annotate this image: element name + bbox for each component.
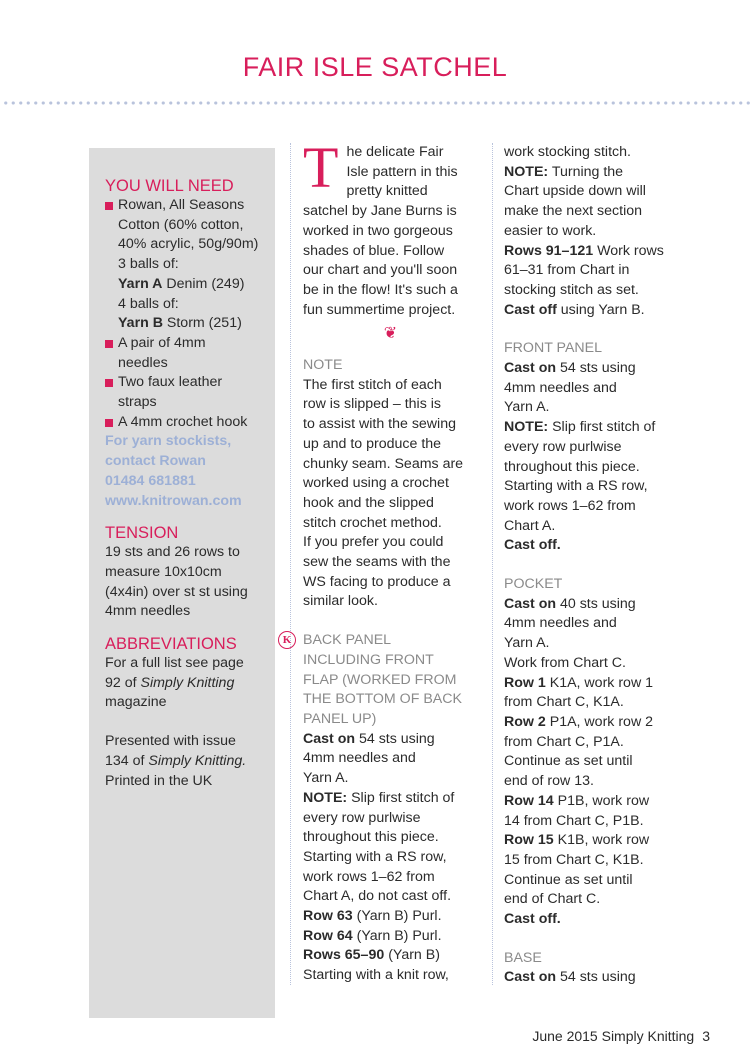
instruction-line: Chart upside down will [504,183,646,200]
instruction-line: NOTE: Slip first stitch of [504,419,656,436]
instruction-line: Chart A, do not cast off. [303,888,452,905]
instruction-line: NOTE: Turning the [504,163,624,180]
instruction-line: work rows 1–62 from [303,868,435,885]
list-item-text: needles [118,354,168,371]
instruction-line: Cast on 40 sts using [504,595,636,612]
back-panel-heading: K BACK PANEL INCLUDING FRONT FLAP (WORKED FROM THE BOTTOM OF BACK PANEL UP) [303,631,478,730]
instruction-line: Row 63 (Yarn B) Purl. [303,908,442,925]
page-number: 3 [702,1028,710,1044]
instruction-line: 61–31 from Chart in [504,262,630,279]
instruction-line: from Chart C, P1A. [504,733,624,750]
list-item-text: Cotton (60% cotton, [118,216,244,233]
list-item-text: 40% acrylic, 50g/90m) [118,236,259,253]
abbreviations-text: 92 of Simply Knitting [105,674,235,691]
stockists-text: For yarn stockists, [105,433,232,450]
column-divider [492,143,493,985]
instruction-line: Starting with a knit row, [303,967,449,984]
instruction-line: throughout this piece. [504,458,640,475]
abbreviations-heading: ABBREVIATIONS [105,635,237,654]
dotted-divider [2,100,750,106]
base-heading: BASE [504,949,542,966]
page-footer [532,1028,710,1044]
yarn-b: Yarn B Storm (251) [118,315,242,332]
stockists-link[interactable]: www.knitrowan.com [105,492,242,509]
instruction-line: make the next section [504,203,643,220]
intro-paragraph: T he delicate Fair Isle pattern in this pretty knitted satchel by Jane Burns is worked in two gorgeous shades of blue. Follow our chart and you'll soon be in the flow! It's such a fun summertime project. [303,135,458,318]
ornament-icon: ❦ [383,325,398,343]
instruction-line: 4mm needles and [303,750,416,767]
instruction-line: work stocking stitch. [504,144,631,160]
instruction-line: every row purlwise [504,438,622,455]
list-item-text: straps [118,394,157,411]
instruction-line: Rows 91–121 Work rows [504,242,664,259]
instruction-line: Row 1 K1A, work row 1 [504,674,654,691]
instruction-line: 4mm needles and [504,615,617,632]
pocket-heading: POCKET [504,576,563,593]
stockists-text: contact Rowan [105,453,206,470]
presented-text: Printed in the UK [105,772,213,789]
instruction-line: Work from Chart C. [504,654,626,671]
tension-text: (4x4in) over st st using [105,583,248,600]
instruction-line: Chart A. [504,517,556,534]
instruction-line: Row 15 K1B, work row [504,832,650,849]
instruction-line: Row 2 P1A, work row 2 [504,713,654,730]
instruction-line: Cast off. [504,911,561,928]
right-column [504,143,679,988]
note-text: The first stitch of each row is slipped – this is to assist with the sewing up and to produce the chunky seam. Seams are worked using a crochet hook and the slipped stitch crochet method. If you prefer you could sew the seams with the WS facing to produce a similar look. [303,376,464,610]
instruction-line: Row 14 P1B, work row [504,792,650,809]
list-item-text: 4 balls of: [118,295,179,312]
instruction-line: Starting with a RS row, [303,848,447,865]
drop-cap: T [303,135,339,200]
instruction-line: Yarn A. [504,399,550,416]
instruction-line: Cast on 54 sts using [504,969,636,986]
list-item: A 4mm crochet hook [105,413,273,433]
instruction-line: Cast on 54 sts using [504,360,636,377]
instruction-line: from Chart C, K1A. [504,694,624,711]
list-item: Rowan, All Seasons [105,196,273,216]
instruction-line: Cast off using Yarn B. [504,301,645,318]
abbreviations-text: For a full list see page [105,655,244,672]
presented-text: 134 of Simply Knitting. [105,752,247,769]
list-item: Two faux leather [105,373,273,393]
instruction-line: every row purlwise [303,809,421,826]
instruction-line: easier to work. [504,222,597,239]
instruction-line: stocking stitch as set. [504,281,639,298]
instruction-line: end of Chart C. [504,891,601,908]
instruction-line: Cast off. [504,537,561,554]
instruction-line: Starting with a RS row, [504,478,648,495]
tension-text: 19 sts and 26 rows to [105,544,240,561]
instruction-line: 4mm needles and [504,379,617,396]
front-panel-heading: FRONT PANEL [504,340,603,357]
knit-k-icon: K [278,631,296,649]
instruction-line: work rows 1–62 from [504,497,636,514]
instruction-line: end of row 13. [504,773,594,790]
instruction-line: Yarn A. [504,635,550,652]
tension-heading: TENSION [105,524,179,543]
tension-text: measure 10x10cm [105,563,222,580]
instruction-line: Continue as set until [504,753,633,770]
instruction-line: Continue as set until [504,871,633,888]
tension-text: 4mm needles [105,603,191,620]
yarn-a: Yarn A Denim (249) [118,275,245,292]
instruction-line: NOTE: Slip first stitch of [303,789,455,806]
presented-text: Presented with issue [105,733,236,750]
sidebar-content [105,176,273,791]
middle-column [282,135,478,986]
list-item-text: 3 balls of: [118,256,179,273]
instruction-line: 14 from Chart C, P1B. [504,812,644,829]
stockists-phone: 01484 681881 [105,472,196,489]
you-will-need-heading: YOU WILL NEED [105,177,234,195]
note-heading: NOTE [303,357,343,374]
issue-label: June 2015 Simply Knitting [532,1028,695,1044]
abbreviations-text: magazine [105,694,167,711]
instruction-line: throughout this piece. [303,829,439,846]
column-divider [290,143,291,985]
list-item: A pair of 4mm [105,334,273,354]
instruction-line: Row 64 (Yarn B) Purl. [303,927,442,944]
page-title: FAIR ISLE SATCHEL [242,52,508,82]
instruction-line: Yarn A. [303,770,349,787]
instruction-line: Cast on 54 sts using [303,730,435,747]
instruction-line: 15 from Chart C, K1B. [504,851,644,868]
instruction-line: Rows 65–90 (Yarn B) [303,947,440,964]
